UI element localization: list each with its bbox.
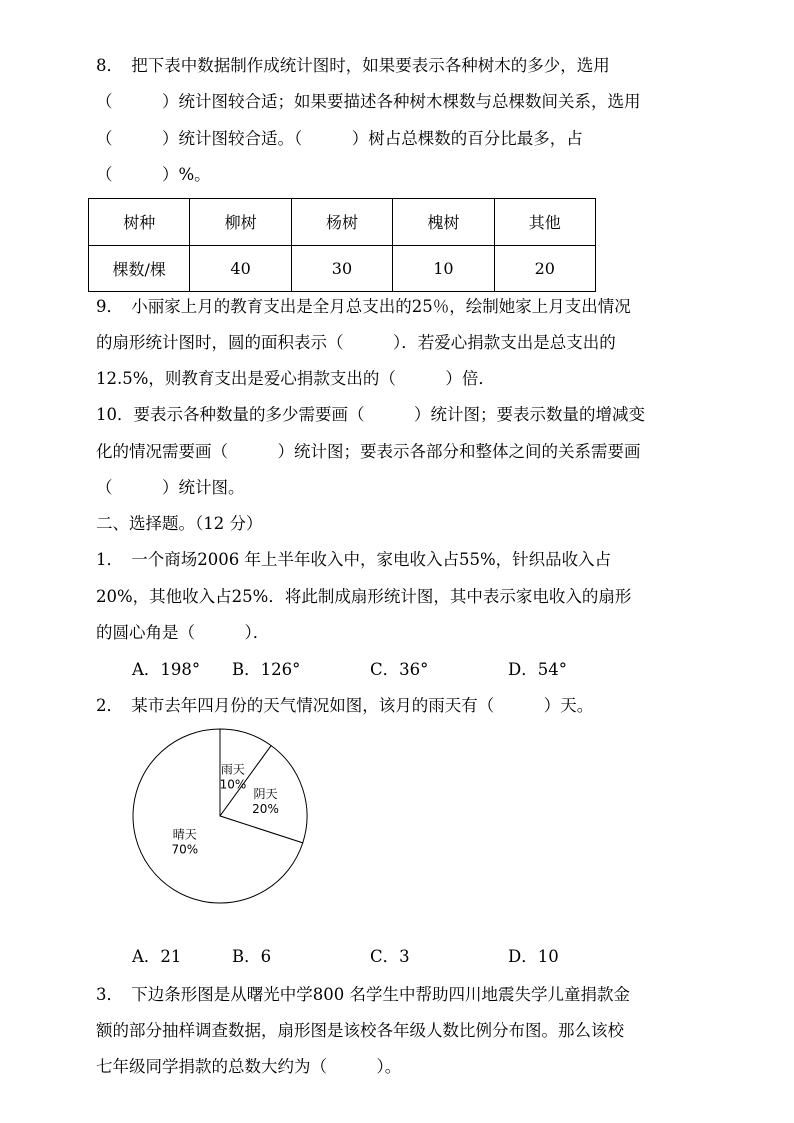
q8-line-2: （ ）统计图较合适；如果要描述各种树木棵数与总棵数间关系，选用 [96, 92, 641, 111]
table-cell: 20 [494, 245, 595, 292]
q8-line-1: 8． 把下表中数据制作成统计图时，如果要表示各种树木的多少，选用 [96, 56, 610, 75]
c1-option-a[interactable]: A．198° [132, 660, 201, 679]
c2-line-1: 2． 某市去年四月份的天气情况如图，该月的雨天有（ ）天。 [96, 696, 594, 715]
q9-line-2: 的扇形统计图时，圆的面积表示（ ）．若爱心捐款支出是总支出的 [96, 333, 616, 352]
section-title: 二、选择题。（12 分） [96, 514, 263, 533]
q9-line-1: 9． 小丽家上月的教育支出是全月总支出的25％，绘制她家上月支出情况 [96, 297, 631, 316]
table-cell: 柳树 [190, 199, 291, 246]
pie-slice-label: 阴天 [253, 787, 278, 802]
weather-pie-chart [130, 728, 310, 908]
tree-count-table [88, 198, 596, 292]
c2-option-d[interactable]: D．10 [508, 947, 559, 966]
pie-slice-label: 晴天 [172, 827, 197, 842]
c1-line-3: 的圆心角是（ ）． [96, 623, 270, 642]
table-cell: 棵数/棵 [89, 245, 190, 292]
q10-line-1: 10．要表示各种数量的多少需要画（ ）统计图；要表示数量的增减变 [96, 405, 645, 424]
table-cell: 槐树 [393, 199, 494, 246]
pie-slice-percent: 10% [219, 777, 247, 792]
table-cell: 10 [393, 245, 494, 292]
c1-option-b[interactable]: B．126° [232, 660, 301, 679]
c3-line-2: 额的部分抽样调查数据，扇形图是该校各年级人数比例分布图。那么该校 [96, 1021, 624, 1040]
table-cell: 树种 [89, 199, 190, 246]
c3-line-3: 七年级同学捐款的总数大约为（ ）。 [96, 1057, 402, 1076]
q8-line-3: （ ）统计图较合适。（ ）树占总棵数的百分比最多，占 [96, 129, 583, 148]
c1-option-d[interactable]: D．54° [508, 660, 567, 679]
c3-line-1: 3． 下边条形图是从曙光中学800 名学生中帮助四川地震失学儿童捐款金 [96, 985, 630, 1004]
c1-line-2: 20%，其他收入占25%．将此制成扇形统计图，其中表示家电收入的扇形 [96, 587, 632, 606]
q10-line-3: （ ）统计图。 [96, 478, 245, 497]
table-header-row [89, 199, 596, 246]
table-cell: 其他 [494, 199, 595, 246]
c1-option-c[interactable]: C．36° [370, 660, 429, 679]
c2-option-b[interactable]: B．6 [232, 947, 272, 966]
pie-slice-percent: 70% [171, 842, 199, 857]
table-cell: 30 [291, 245, 392, 292]
pie-slice-percent: 20% [252, 802, 279, 817]
q9-line-3: 12.5%，则教育支出是爱心捐款支出的（ ）倍． [96, 369, 495, 388]
c1-line-1: 1． 一个商场2006 年上半年收入中，家电收入占55%，针织品收入占 [96, 550, 612, 569]
c2-option-a[interactable]: A．21 [132, 947, 182, 966]
table-cell: 杨树 [291, 199, 392, 246]
pie-slice-label: 雨天 [220, 762, 245, 777]
table-row [89, 245, 596, 292]
q10-line-2: 化的情况需要画（ ）统计图；要表示各部分和整体之间的关系需要画 [96, 442, 641, 461]
q8-line-4: （ ）%。 [96, 165, 211, 184]
table-cell: 40 [190, 245, 291, 292]
c2-option-c[interactable]: C．3 [370, 947, 410, 966]
